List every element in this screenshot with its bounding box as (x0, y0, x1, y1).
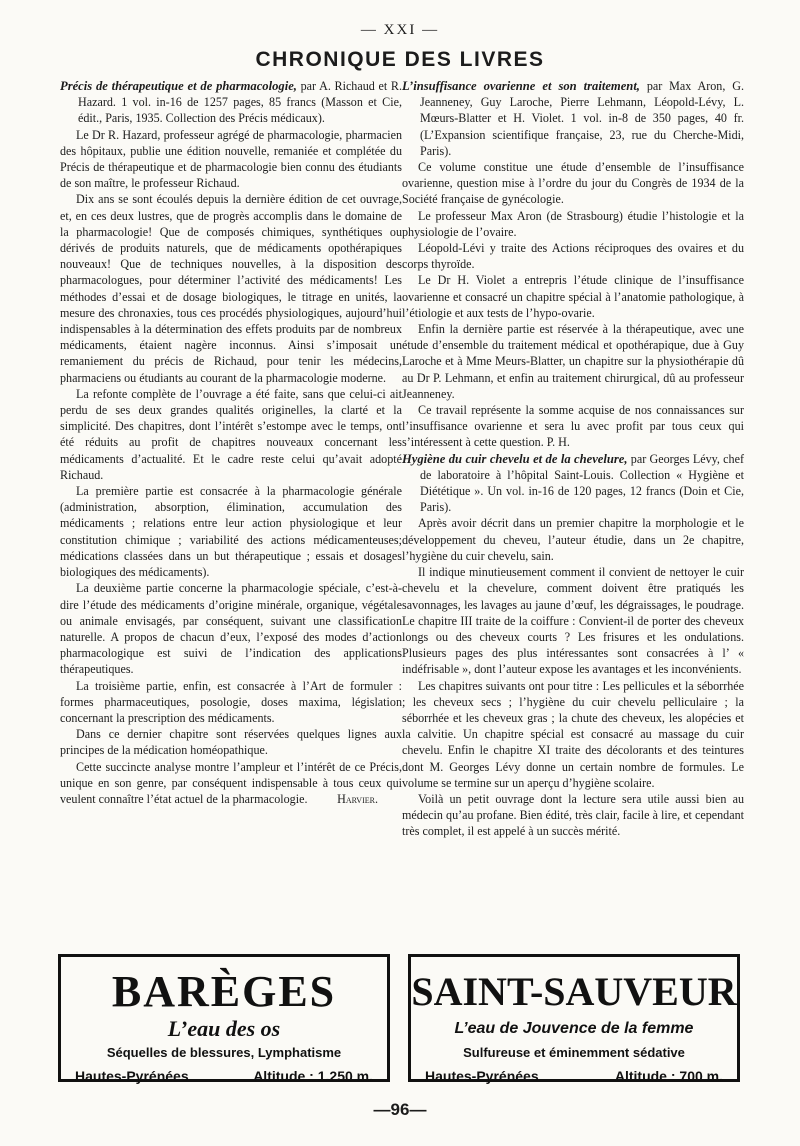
review-reference (402, 451, 744, 516)
reviewer-signature: Harvier. (337, 792, 378, 807)
review-paragraph: Léopold-Lévi y traite des Actions réciproques des ovaires et du corps thyroïde. (402, 241, 744, 272)
ad-altitude: Altitude : 1.250 m. (253, 1068, 373, 1084)
book-citation: par Georges Lévy, chef de laboratoire à l’hôpital Saint-Louis. Collection « Hygiène et Diététique ». Un vol. in-16 de 120 pages, 12 francs (Doin et Cie, Paris). (420, 451, 744, 515)
review-paragraph: Cette succincte analyse montre l’ampleur et l’intérêt de ce Précis, unique en son genre, par conséquent indispensable à tous ceux qui veulent connaître l’état actuel de la pharmacologie. (60, 759, 402, 806)
book-citation: par A. Richaud et R. Hazard. 1 vol. in-16 de 1257 pages, 85 francs (Masson et Cie, édit., Paris, 1935. Collection des Précis médicaux). (78, 79, 402, 126)
ad-region: Hautes-Pyrénées (425, 1068, 539, 1084)
review-paragraph: Voilà un petit ouvrage dont la lecture sera utile aussi bien au médecin qu’au profane. Bien édité, très clair, facile à lire, et cependant très complet, il est appelé à un succès mérité. (402, 791, 744, 839)
left-column (60, 78, 402, 807)
page-marker: — XXI — (360, 22, 440, 38)
review-reference (60, 78, 402, 127)
ad-footer (411, 1068, 737, 1084)
review-paragraph: La deuxième partie concerne la pharmacologie spéciale, c’est-à-dire l’étude des médicaments d’origine minérale, organique, végétale ou animale envisagés, par conséquent, suivant une classification naturelle. A propos de chacun d’eux, l’exposé des modes d’action pharmacologique est suivi de l’indication des applications thérapeutiques. (60, 581, 402, 677)
advertisement-bareges (58, 954, 390, 1082)
book-title: Précis de thérapeutique et de pharmacologie, (60, 79, 297, 93)
review-paragraph (402, 402, 744, 451)
ad-altitude: Altitude : 700 m. (614, 1068, 723, 1084)
ad-region: Hautes-Pyrénées (75, 1068, 189, 1084)
review-paragraph: Enfin la dernière partie est réservée à la thérapeutique, avec une étude d’ensemble du traitement médical et opothérapique, due à Guy Laroche et à Mme Meurs-Blatter, un chapitre sur la physiothérapie dû au Dr P. Lehmann, et enfin au traitement chirurgical, dû au professeur Jeanneney. (402, 322, 744, 401)
ad-slogan: L’eau des os (167, 1016, 281, 1041)
review-paragraph: Après avoir décrit dans un premier chapitre la morphologie et le développement du cheveu, l’auteur étudie, dans un 2e chapitre, l’hygiène du cuir chevelu, sain. (402, 516, 744, 563)
review-paragraph: La refonte complète de l’ouvrage a été faite, sans que celui-ci ait perdu de ses deux grandes qualités originelles, la clarté et la simplicité. Des chapitres, dont l’intérêt s’estompe avec le temps, ont été réduits au profit de chapitres nouveaux concernant les médicaments d’actualité. Et le cadre reste celui qu’avait adopté Richaud. (60, 386, 402, 482)
review-paragraph: Ce volume constitue une étude d’ensemble de l’insuffisance ovarienne, question mise à l’ordre du jour du Congrès de 1934 de la Société française de gynécologie. (402, 160, 744, 207)
review-paragraph: Dix ans se sont écoulés depuis la dernière édition de cet ouvrage, et, en ces deux lustres, que de progrès accomplis dans le domaine de la pharmacologie! Que de composés chimiques, synthétiques ou dérivés de produits naturels, que de médicaments opothérapiques nouveaux! Que de techniques nouvelles, à la disposition des pharmacologues, pour déterminer l’activité des médicaments! Les méthodes d’essai et de dosage biologiques, le titrage en unités, la mesure des chronaxies, tous ces procédés physiologiques, aujourd’hui indispensables à la détermination des effets produits par de nombreux médicaments, étaient nagère inconnus. Ainsi s’imposait un remaniement du précis de Richaud, pour tenir les médecins, pharmaciens ou étudiants au courant de la pharmacologie moderne. (60, 192, 402, 385)
book-title: L’insuffisance ovarienne et son traitement, (402, 79, 640, 93)
review-paragraph: Le professeur Max Aron (de Strasbourg) étudie l’histologie et la physiologie de l’ovaire. (402, 208, 744, 239)
review-paragraph: La première partie est consacrée à la pharmacologie générale (administration, absorption, élimination, accumulation des médicaments ; relations entre leur action physiologique et leur constitution chimique ; variabilité des actions médicamenteuses; médications classées dans un but thérapeutique ; essais et dosages biologiques des médicaments). (60, 484, 402, 580)
section-title: CHRONIQUE DES LIVRES (255, 48, 545, 71)
review-paragraph: Il indique minutieusement comment il convient de nettoyer le cuir chevelu et la chevelure, comment doivent être pratiqués les savonnages, les lavages au jaune d’œuf, les dégraissages, le poudrage. Le chapitre III traite de la coiffure : Convient-il de porter des cheveux longs ou des cheveux courts ? Les frisures et les ondulations. Plusieurs pages des plus intéressantes sont consacrées à l’ « indéfrisable », dont l’auteur expose les avantages et les inconvénients. (402, 565, 744, 677)
book-citation: par Max Aron, G. Jeanneney, Guy Laroche, Pierre Lehmann, Léopold-Lévy, L. Mœurs-Blatter et H. Violet. 1 vol. in-8 de 350 pages, 40 fr. (L’Expansion scientifique française, 23, rue du Cherche-Midi, Paris). (420, 79, 744, 158)
right-column (402, 78, 744, 840)
ad-footer (61, 1068, 387, 1084)
advertisement-saint-sauveur (408, 954, 740, 1082)
ad-spa-name: SAINT-SAUVEUR (411, 969, 737, 1014)
review-paragraph: Le Dr R. Hazard, professeur agrégé de pharmacologie, pharmacien des hôpitaux, publie une édition nouvelle, remaniée et complétée du Précis de thérapeutique et de pharmacologie bien connu des étudiants de son maître, le professeur Richaud. (60, 127, 402, 191)
review-paragraph: La troisième partie, enfin, est consacrée à l’Art de formuler : formes pharmaceutiques, posologie, doses maxima, législation concernant la prescription des médicaments. (60, 678, 402, 725)
review-paragraph: Dans ce dernier chapitre sont réservées quelques lignes aux principes de la médication homéopathique. (60, 727, 402, 758)
review-paragraph-text: Ce travail représente la somme acquise de nos connaissances sur l’insuffisance ovarienne et sera lu avec profit par tous ceux qui s’intéressent à cette question. (402, 403, 744, 450)
review-paragraph: Le Dr H. Violet a entrepris l’étude clinique de l’insuffisance ovarienne et consacré un chapitre spécial à l’anatomie pathologique, à l’étiologie et aux tests de l’hypo-ovarie. (402, 273, 744, 320)
ad-spa-name: BARÈGES (111, 967, 337, 1016)
book-title: Hygiène du cuir chevelu et de la chevelure, (402, 451, 628, 466)
page-number: —96— (373, 1100, 427, 1119)
review-reference (402, 78, 744, 159)
ad-description: Sulfureuse et éminemment sédative (463, 1045, 685, 1060)
ad-description: Séquelles de blessures, Lymphatisme (106, 1045, 342, 1060)
review-paragraph: Les chapitres suivants ont pour titre : Les pellicules et la séborrhée ; les cheveux secs ; l’hygiène du cuir chevelu pelliculaire ; la séborrhée et les cheveux gras ; la chute des cheveux, les alopécies et la calvitie. Un chapitre spécial est consacré au massage du cuir chevelu. Enfin le chapitre XI traite des décolorants et des teintures dont M. Georges Lévy donne un certain nombre de formules. Le volume se termine sur un aperçu d’hygiène scolaire. (402, 678, 744, 790)
reviewer-signature: P. H. (546, 435, 570, 450)
ad-slogan: L’eau de Jouvence de la femme (454, 1020, 694, 1037)
